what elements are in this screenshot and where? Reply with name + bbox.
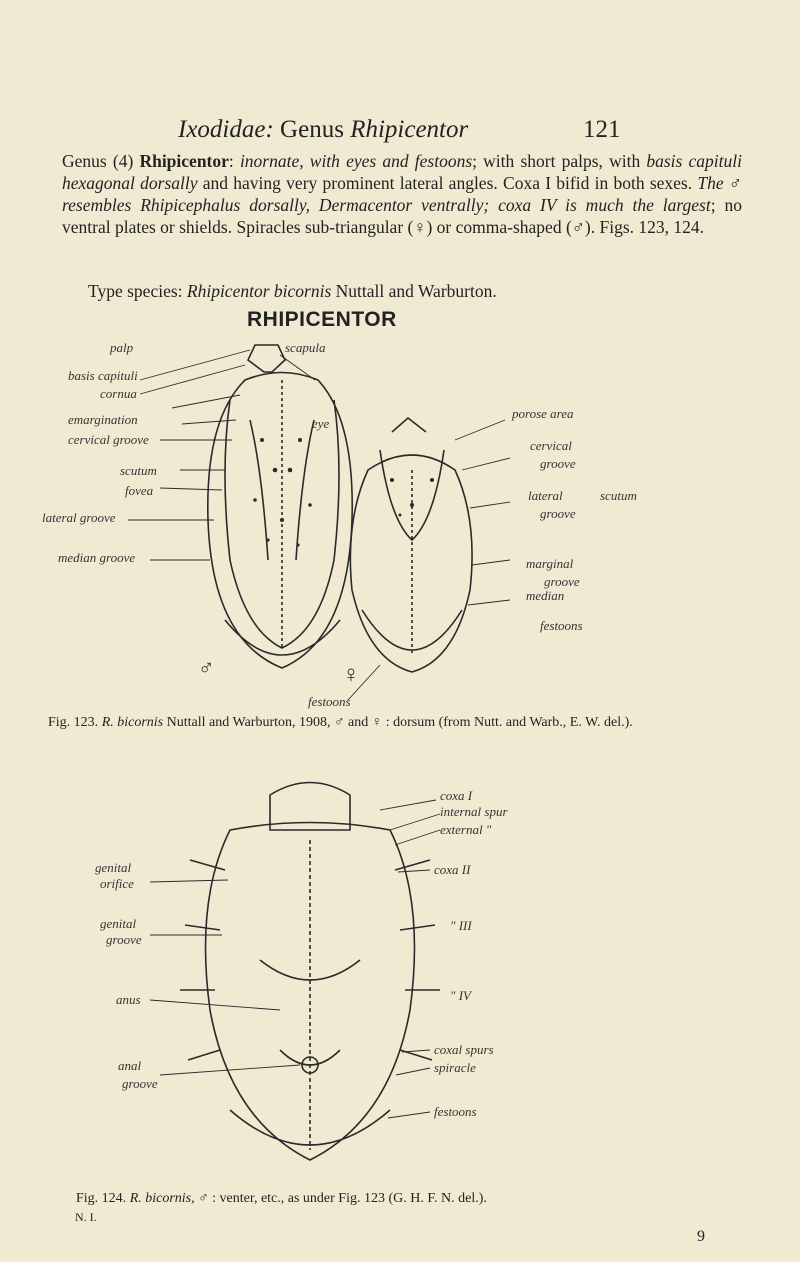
male-symbol: ♂ xyxy=(198,655,215,680)
label-festoons-right: festoons xyxy=(540,618,583,633)
label-anus: anus xyxy=(116,992,141,1007)
label-cervical-groove: cervical groove xyxy=(68,432,149,447)
fig123-leader-lines xyxy=(128,350,510,700)
label-emargination: emargination xyxy=(68,412,138,427)
label-scutum: scutum xyxy=(120,463,157,478)
label-median: median xyxy=(526,588,565,603)
label-cervical: cervical xyxy=(530,438,572,453)
label-coxal-spurs: coxal spurs xyxy=(434,1042,494,1057)
male-tick-dorsum xyxy=(208,345,352,668)
label-groove-2: groove xyxy=(540,506,576,521)
label-porose-area: porose area xyxy=(512,406,574,421)
label-orifice: orifice xyxy=(100,876,134,891)
label-festoons-bottom: festoons xyxy=(308,694,351,709)
label-spiracle: spiracle xyxy=(434,1060,476,1075)
label-fovea: fovea xyxy=(125,483,154,498)
female-symbol: ♀ xyxy=(342,662,360,688)
label-basis-capituli: basis capituli xyxy=(68,368,138,383)
genus-description: Genus (4) Rhipicentor: inornate, with eyes and festoons; with short palps, with basis capituli hexagonal dorsally and having very prominent lateral angles. Coxa I bifid in both sexes. The ♂ resembles Rhipicephalus dorsally, Dermacentor ventrally; coxa IV is much the largest; no ventral plates or shields. Spiracles sub-triangular (♀) or comma-shaped (♂). Figs. 123, 124. xyxy=(62,151,743,237)
label-iv: " IV xyxy=(450,988,471,1003)
signature-number: 9 xyxy=(697,1228,705,1245)
fig124-labels xyxy=(95,788,508,1119)
running-head: Ixodidae: Genus Rhipicentor xyxy=(178,116,469,143)
label-festoons-124: festoons xyxy=(434,1104,477,1119)
label-median-groove: median groove xyxy=(58,550,136,565)
signature-mark: N. I. xyxy=(75,1210,97,1224)
label-external: external " xyxy=(440,822,492,837)
label-cornua: cornua xyxy=(100,386,137,401)
label-coxa-i: coxa I xyxy=(440,788,473,803)
label-groove-124: groove xyxy=(106,932,142,947)
label-lateral: lateral xyxy=(528,488,563,503)
figure-heading: RHIPICENTOR xyxy=(247,308,397,331)
female-tick-dorsum xyxy=(350,418,472,672)
label-marginal: marginal xyxy=(526,556,574,571)
fig123-labels xyxy=(42,340,637,709)
label-genital: genital xyxy=(95,860,132,875)
fig123-drawing xyxy=(128,345,510,700)
fig124-drawing xyxy=(150,783,440,1161)
fig123-caption: Fig. 123. R. bicornis Nuttall and Warburton, 1908, ♂ and ♀ : dorsum (from Nutt. and Warb., E. W. del.). xyxy=(48,715,633,730)
label-groove-1: groove xyxy=(540,456,576,471)
label-eye: eye xyxy=(312,416,330,431)
label-anal: anal xyxy=(118,1058,142,1073)
page-number: 121 xyxy=(583,116,621,143)
fig124-caption: Fig. 124. R. bicornis, ♂ : venter, etc., as under Fig. 123 (G. H. F. N. del.). xyxy=(76,1191,487,1206)
label-groove-3: groove xyxy=(544,574,580,589)
type-species: Type species: Rhipicentor bicornis Nuttall and Warburton. xyxy=(88,281,497,301)
label-lateral-groove: lateral groove xyxy=(42,510,116,525)
label-iii: " III xyxy=(450,918,472,933)
label-groove-anal: groove xyxy=(122,1076,158,1091)
label-scapula: scapula xyxy=(285,340,326,355)
label-palp: palp xyxy=(110,340,134,355)
label-genital-2: genital xyxy=(100,916,137,931)
label-coxa-ii: coxa II xyxy=(434,862,471,877)
label-scutum-right: scutum xyxy=(600,488,637,503)
label-internal-spur: internal spur xyxy=(440,804,508,819)
fig124-leader-lines xyxy=(150,800,440,1118)
